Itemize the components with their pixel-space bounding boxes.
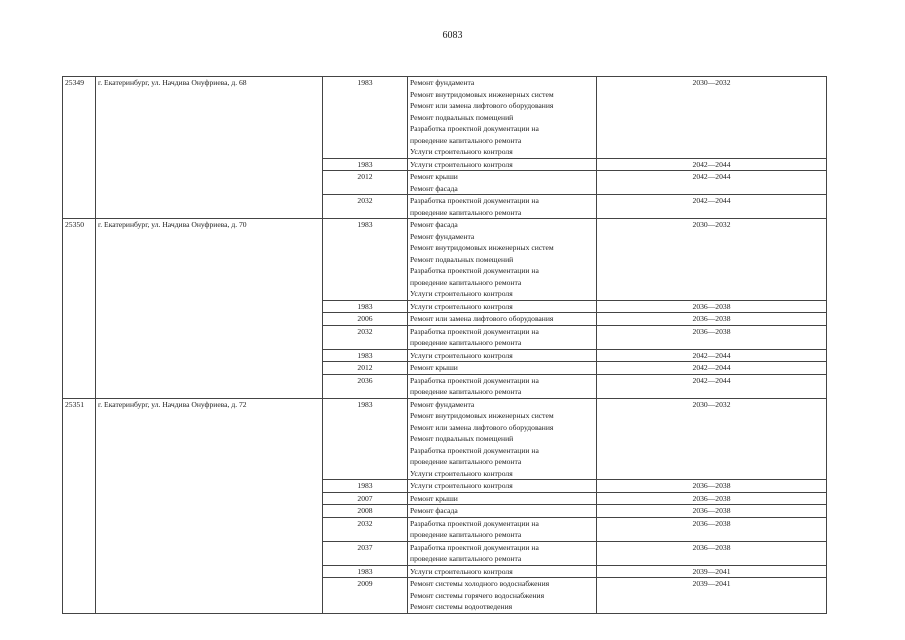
- repair-period: 2042—2044: [597, 349, 827, 362]
- work-type-line: Ремонт подвальных помещений: [410, 254, 514, 264]
- work-type-line: проведение капитального ремонта: [410, 530, 522, 539]
- work-types: [408, 349, 597, 362]
- work-type-line: Ремонт или замена лифтового оборудования: [410, 101, 554, 110]
- work-types: [408, 362, 597, 375]
- repair-period: 2036—2038: [597, 492, 827, 505]
- repair-period: 2036—2038: [597, 480, 827, 493]
- work-types: [408, 158, 597, 171]
- work-type-line: Услуги строительного контроля: [410, 566, 513, 576]
- commission-year: 2012: [323, 362, 408, 375]
- work-type-line: проведение капитального ремонта: [410, 207, 522, 217]
- repair-period: 2036—2038: [597, 505, 827, 518]
- commission-year: 1983: [323, 219, 408, 301]
- work-type-line: Услуги строительного контроля: [410, 301, 513, 311]
- commission-year: 2009: [323, 578, 408, 614]
- repair-period: 2030—2032: [597, 398, 827, 480]
- work-type-line: Разработка проектной документации на: [410, 445, 539, 455]
- work-types: [408, 505, 597, 518]
- work-type-line: проведение капитального ремонта: [410, 387, 522, 396]
- work-type-line: Ремонт системы водоотведения: [410, 602, 513, 611]
- work-type-line: Разработка проектной документации на: [410, 375, 539, 385]
- commission-year: 2037: [323, 541, 408, 565]
- work-type-line: Разработка проектной документации на: [410, 518, 539, 528]
- work-type-line: Ремонт внутридомовых инженерных систем: [410, 243, 554, 252]
- work-type-line: Ремонт фасада: [410, 183, 458, 193]
- commission-year: 2036: [323, 374, 408, 398]
- commission-year: 2006: [323, 313, 408, 326]
- work-type-line: Ремонт крыши: [410, 172, 458, 181]
- work-type-line: проведение капитального ремонта: [410, 338, 522, 347]
- work-type-line: Разработка проектной документации на: [410, 196, 539, 205]
- commission-year: 2032: [323, 517, 408, 541]
- commission-year: 1983: [323, 349, 408, 362]
- work-type-line: Ремонт подвальных помещений: [410, 434, 514, 443]
- work-type-line: Разработка проектной документации на: [410, 266, 539, 275]
- work-type-line: Разработка проектной документации на: [410, 542, 539, 552]
- work-type-line: Ремонт фундамента: [410, 78, 475, 87]
- repair-period: 2039—2041: [597, 565, 827, 578]
- commission-year: 1983: [323, 565, 408, 578]
- work-type-line: Ремонт системы холодного водоснабжения: [410, 579, 550, 588]
- work-type-line: Разработка проектной документации на: [410, 326, 539, 336]
- commission-year: 2012: [323, 171, 408, 195]
- work-type-line: Ремонт фундамента: [410, 399, 475, 409]
- repair-period: 2030—2032: [597, 77, 827, 159]
- work-types: [408, 565, 597, 578]
- record-address: г. Екатеринбург, ул. Начдива Онуфриева, д. 68: [96, 77, 323, 219]
- work-type-line: Услуги строительного контроля: [410, 147, 513, 156]
- work-types: [408, 313, 597, 326]
- commission-year: 1983: [323, 77, 408, 159]
- repair-period: 2042—2044: [597, 374, 827, 398]
- work-type-line: Ремонт системы горячего водоснабжения: [410, 590, 545, 600]
- commission-year: 1983: [323, 480, 408, 493]
- work-type-line: Ремонт фундамента: [410, 231, 475, 241]
- repair-schedule-table: [62, 76, 827, 614]
- work-type-line: Ремонт крыши: [410, 363, 458, 372]
- commission-year: 1983: [323, 398, 408, 480]
- work-type-line: Ремонт фасада: [410, 506, 458, 515]
- work-types: [408, 578, 597, 614]
- work-types: [408, 300, 597, 313]
- work-types: [408, 219, 597, 301]
- work-types: [408, 374, 597, 398]
- repair-period: 2036—2038: [597, 325, 827, 349]
- work-type-line: Ремонт или замена лифтового оборудования: [410, 422, 554, 432]
- work-type-line: Ремонт внутридомовых инженерных систем: [410, 411, 554, 420]
- work-type-line: Услуги строительного контроля: [410, 350, 513, 360]
- table-row: [63, 77, 827, 159]
- work-type-line: Ремонт внутридомовых инженерных систем: [410, 89, 554, 99]
- repair-period: 2036—2038: [597, 300, 827, 313]
- work-type-line: Разработка проектной документации на: [410, 124, 539, 133]
- commission-year: 2032: [323, 195, 408, 219]
- work-types: [408, 171, 597, 195]
- record-address: г. Екатеринбург, ул. Начдива Онуфриева, д. 70: [96, 219, 323, 399]
- repair-period: 2036—2038: [597, 541, 827, 565]
- record-id: 25351: [63, 398, 96, 613]
- record-address: г. Екатеринбург, ул. Начдива Онуфриева, д. 72: [96, 398, 323, 613]
- work-types: [408, 325, 597, 349]
- table-body: [63, 77, 827, 614]
- work-types: [408, 398, 597, 480]
- work-types: [408, 517, 597, 541]
- repair-period: 2042—2044: [597, 195, 827, 219]
- repair-period: 2030—2032: [597, 219, 827, 301]
- table-row: [63, 219, 827, 301]
- work-type-line: Услуги строительного контроля: [410, 481, 513, 490]
- work-types: [408, 492, 597, 505]
- work-type-line: Ремонт фасада: [410, 220, 458, 229]
- page-number: 6083: [442, 30, 463, 41]
- work-type-line: Услуги строительного контроля: [410, 289, 513, 298]
- work-type-line: проведение капитального ремонта: [410, 135, 522, 145]
- repair-period: 2036—2038: [597, 313, 827, 326]
- work-type-line: проведение капитального ремонта: [410, 457, 522, 466]
- work-type-line: Ремонт крыши: [410, 493, 458, 503]
- record-id: 25349: [63, 77, 96, 219]
- record-id: 25350: [63, 219, 96, 399]
- work-type-line: проведение капитального ремонта: [410, 554, 522, 563]
- repair-period: 2042—2044: [597, 158, 827, 171]
- work-type-line: Ремонт подвальных помещений: [410, 112, 514, 122]
- work-types: [408, 195, 597, 219]
- work-types: [408, 541, 597, 565]
- commission-year: 2008: [323, 505, 408, 518]
- work-type-line: Услуги строительного контроля: [410, 468, 513, 478]
- commission-year: 2032: [323, 325, 408, 349]
- table-row: [63, 398, 827, 480]
- work-types: [408, 480, 597, 493]
- repair-period: 2036—2038: [597, 517, 827, 541]
- commission-year: 1983: [323, 300, 408, 313]
- work-type-line: Ремонт или замена лифтового оборудования: [410, 314, 554, 323]
- work-types: [408, 77, 597, 159]
- commission-year: 1983: [323, 158, 408, 171]
- repair-period: 2039—2041: [597, 578, 827, 614]
- repair-period: 2042—2044: [597, 362, 827, 375]
- repair-period: 2042—2044: [597, 171, 827, 195]
- work-type-line: Услуги строительного контроля: [410, 159, 513, 169]
- work-type-line: проведение капитального ремонта: [410, 277, 522, 287]
- commission-year: 2007: [323, 492, 408, 505]
